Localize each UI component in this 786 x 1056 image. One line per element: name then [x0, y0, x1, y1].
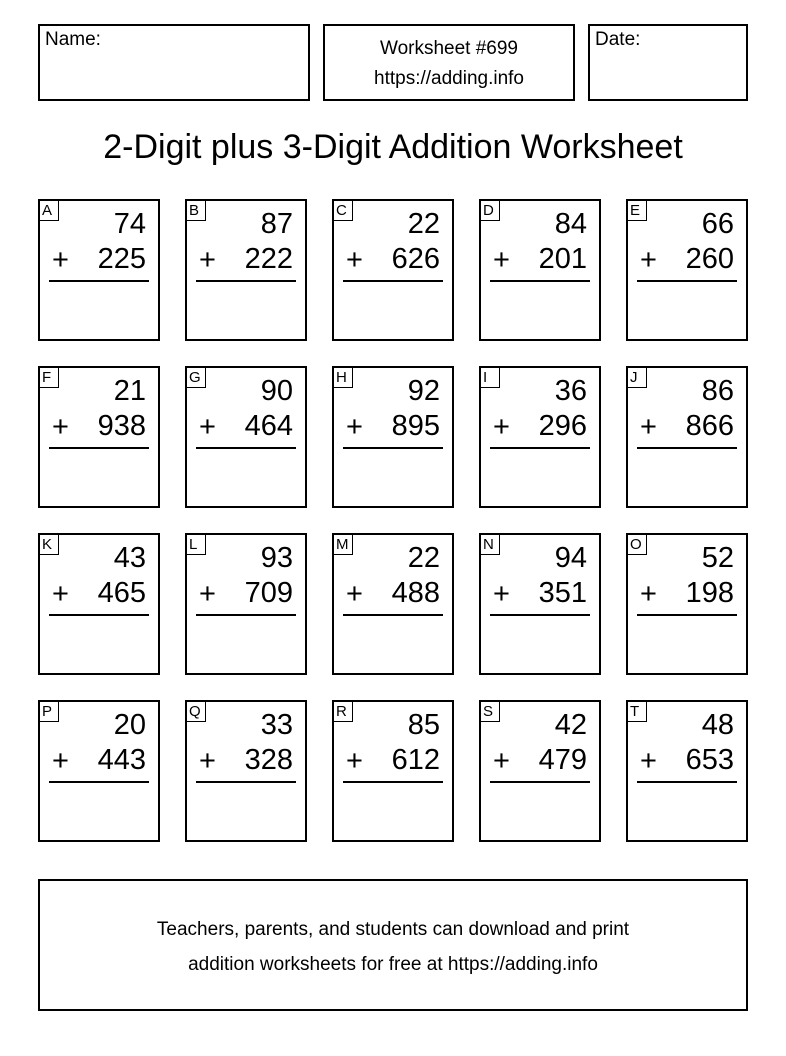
plus-sign: + [493, 411, 510, 443]
answer-line [343, 614, 443, 616]
top-addend: 43 [113, 542, 146, 574]
answer-line [490, 280, 590, 282]
problem-letter: P [39, 701, 59, 722]
problem-letter: K [39, 534, 59, 555]
worksheet-number: Worksheet #699 [379, 38, 518, 59]
footer-line-2: addition worksheets for free at https://adding.info [188, 954, 598, 975]
problem-letter: S [480, 701, 500, 722]
problem-letter: D [480, 200, 500, 221]
plus-sign: + [52, 244, 69, 276]
problem-card[interactable] [626, 199, 748, 341]
bottom-addend: 464 [244, 410, 293, 442]
plus-sign: + [640, 745, 657, 777]
top-addend: 33 [260, 709, 293, 741]
plus-sign: + [199, 578, 216, 610]
problem-card[interactable] [332, 533, 454, 675]
problem-card[interactable] [626, 366, 748, 508]
problem-card[interactable] [479, 199, 601, 341]
answer-line [637, 447, 737, 449]
top-addend: 87 [260, 208, 293, 240]
plus-sign: + [199, 411, 216, 443]
bottom-addend: 488 [391, 577, 440, 609]
answer-line [196, 781, 296, 783]
plus-sign: + [199, 745, 216, 777]
bottom-addend: 895 [391, 410, 440, 442]
bottom-addend: 222 [244, 243, 293, 275]
footer-line-1: Teachers, parents, and students can download and print [156, 919, 630, 940]
top-addend: 86 [701, 375, 734, 407]
name-label: Name: [45, 29, 101, 50]
top-addend: 85 [407, 709, 440, 741]
answer-line [49, 781, 149, 783]
plus-sign: + [346, 244, 363, 276]
top-addend: 93 [260, 542, 293, 574]
plus-sign: + [52, 411, 69, 443]
problem-card[interactable] [479, 533, 601, 675]
bottom-addend: 465 [97, 577, 146, 609]
plus-sign: + [52, 745, 69, 777]
problem-card[interactable] [185, 700, 307, 842]
plus-sign: + [640, 244, 657, 276]
top-addend: 22 [407, 208, 440, 240]
problem-letter: A [39, 200, 59, 221]
answer-line [637, 280, 737, 282]
plus-sign: + [346, 411, 363, 443]
plus-sign: + [199, 244, 216, 276]
problem-letter: N [480, 534, 500, 555]
answer-line [490, 781, 590, 783]
top-addend: 92 [407, 375, 440, 407]
problem-letter: Q [186, 701, 206, 722]
answer-line [49, 447, 149, 449]
answer-line [490, 614, 590, 616]
top-addend: 52 [701, 542, 734, 574]
bottom-addend: 225 [97, 243, 146, 275]
bottom-addend: 626 [391, 243, 440, 275]
top-addend: 48 [701, 709, 734, 741]
top-addend: 36 [554, 375, 587, 407]
answer-line [196, 447, 296, 449]
bottom-addend: 201 [538, 243, 587, 275]
bottom-addend: 938 [97, 410, 146, 442]
problem-card[interactable] [626, 533, 748, 675]
plus-sign: + [52, 578, 69, 610]
problem-card[interactable] [626, 700, 748, 842]
answer-line [49, 280, 149, 282]
top-addend: 66 [701, 208, 734, 240]
problem-letter: T [627, 701, 647, 722]
answer-line [490, 447, 590, 449]
problem-letter: H [333, 367, 353, 388]
bottom-addend: 653 [685, 744, 734, 776]
answer-line [196, 614, 296, 616]
problem-letter: O [627, 534, 647, 555]
plus-sign: + [346, 745, 363, 777]
worksheet-site: https://adding.info [374, 68, 524, 89]
bottom-addend: 612 [391, 744, 440, 776]
problem-letter: E [627, 200, 647, 221]
problem-card[interactable] [332, 199, 454, 341]
top-addend: 42 [554, 709, 587, 741]
plus-sign: + [640, 578, 657, 610]
problem-card[interactable] [38, 533, 160, 675]
problem-card[interactable] [38, 700, 160, 842]
problem-letter: M [333, 534, 353, 555]
problem-card[interactable] [185, 199, 307, 341]
answer-line [343, 280, 443, 282]
answer-line [637, 781, 737, 783]
plus-sign: + [640, 411, 657, 443]
bottom-addend: 260 [685, 243, 734, 275]
top-addend: 90 [260, 375, 293, 407]
plus-sign: + [346, 578, 363, 610]
answer-line [637, 614, 737, 616]
problem-letter: I [480, 367, 500, 388]
problem-card[interactable] [185, 533, 307, 675]
plus-sign: + [493, 578, 510, 610]
problem-letter: F [39, 367, 59, 388]
top-addend: 20 [113, 709, 146, 741]
bottom-addend: 479 [538, 744, 587, 776]
bottom-addend: 198 [685, 577, 734, 609]
bottom-addend: 296 [538, 410, 587, 442]
problem-letter: R [333, 701, 353, 722]
top-addend: 74 [113, 208, 146, 240]
problem-letter: J [627, 367, 647, 388]
bottom-addend: 351 [538, 577, 587, 609]
bottom-addend: 328 [244, 744, 293, 776]
page-title: 2-Digit plus 3-Digit Addition Worksheet [103, 128, 683, 166]
bottom-addend: 443 [97, 744, 146, 776]
problem-card[interactable] [479, 366, 601, 508]
problem-letter: L [186, 534, 206, 555]
problem-letter: G [186, 367, 206, 388]
problem-card[interactable] [479, 700, 601, 842]
problem-letter: C [333, 200, 353, 221]
top-addend: 22 [407, 542, 440, 574]
date-label: Date: [595, 29, 641, 50]
problem-card[interactable] [38, 366, 160, 508]
footer-box [38, 879, 748, 1011]
answer-line [49, 614, 149, 616]
answer-line [343, 447, 443, 449]
top-addend: 84 [554, 208, 587, 240]
plus-sign: + [493, 745, 510, 777]
bottom-addend: 709 [244, 577, 293, 609]
top-addend: 21 [113, 375, 146, 407]
problem-card[interactable] [332, 366, 454, 508]
problem-letter: B [186, 200, 206, 221]
problem-card[interactable] [38, 199, 160, 341]
answer-line [196, 280, 296, 282]
bottom-addend: 866 [685, 410, 734, 442]
problem-card[interactable] [185, 366, 307, 508]
problem-card[interactable] [332, 700, 454, 842]
answer-line [343, 781, 443, 783]
plus-sign: + [493, 244, 510, 276]
top-addend: 94 [554, 542, 587, 574]
